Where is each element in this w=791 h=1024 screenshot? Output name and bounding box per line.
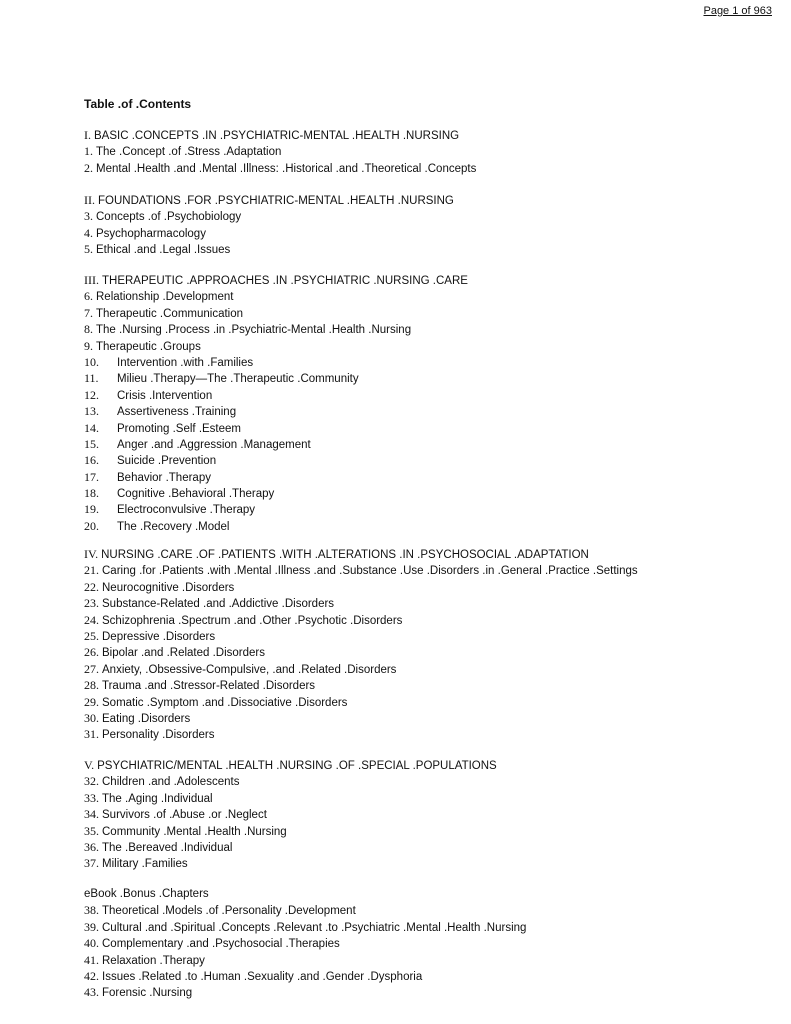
toc-entry[interactable] [84, 902, 526, 918]
chapter-title: Eating .Disorders [102, 712, 191, 725]
chapter-title: Children .and .Adolescents [102, 776, 240, 789]
section-title: NURSING .CARE .OF .PATIENTS .WITH .ALTERATIONS .IN .PSYCHOSOCIAL .ADAPTATION [101, 549, 589, 561]
toc-entry[interactable] [84, 143, 476, 159]
toc-entry[interactable] [84, 160, 476, 176]
section-heading[interactable] [84, 192, 454, 208]
chapter-number: 17. [84, 469, 99, 484]
chapter-title: Community .Mental .Health .Nursing [102, 825, 287, 838]
toc-section [84, 757, 497, 872]
chapter-number: 42. [84, 968, 102, 983]
toc-entry[interactable] [84, 694, 638, 710]
chapter-number: 41. [84, 952, 102, 967]
chapter-number: 13. [84, 404, 99, 419]
chapter-title: Schizophrenia .Spectrum .and .Other .Psychotic .Disorders [102, 614, 403, 627]
section-heading[interactable] [84, 272, 468, 288]
chapter-title: Promoting .Self .Esteem [117, 422, 241, 435]
toc-entry[interactable] [84, 501, 468, 517]
toc-entry[interactable] [84, 305, 468, 321]
toc-entry[interactable] [84, 806, 497, 822]
chapter-number: 24. [84, 612, 102, 627]
chapter-number: 8. [84, 322, 96, 337]
toc-entry[interactable] [84, 612, 638, 628]
toc-entry[interactable] [84, 661, 638, 677]
chapter-title: Electroconvulsive .Therapy [117, 504, 256, 517]
toc-entry[interactable] [84, 321, 468, 337]
chapter-number: 12. [84, 387, 99, 402]
section-heading[interactable] [84, 127, 476, 143]
chapter-number: 32. [84, 774, 102, 789]
chapter-title: Therapeutic .Groups [96, 340, 201, 353]
chapter-title: Depressive .Disorders [102, 630, 216, 643]
chapter-title: Psychopharmacology [96, 227, 206, 240]
toc-entry[interactable] [84, 452, 468, 468]
toc-entry[interactable] [84, 436, 468, 452]
chapter-title: The .Concept .of .Stress .Adaptation [96, 146, 282, 159]
toc-entry[interactable] [84, 790, 497, 806]
chapter-title: The .Recovery .Model [117, 520, 230, 533]
section-title: THERAPEUTIC .APPROACHES .IN .PSYCHIATRIC .NURSING .CARE [102, 275, 468, 287]
chapter-number: 11. [84, 371, 99, 386]
chapter-title: Assertiveness .Training [117, 406, 237, 419]
toc-entry[interactable] [84, 518, 468, 534]
toc-entry[interactable] [84, 595, 638, 611]
chapter-number: 18. [84, 486, 99, 501]
toc-section [84, 192, 454, 258]
section-numeral: III. [84, 273, 102, 287]
chapter-number: 40. [84, 936, 102, 951]
chapter-number: 2. [84, 160, 96, 175]
chapter-title: Crisis .Intervention [117, 389, 213, 402]
toc-entry[interactable] [84, 839, 497, 855]
chapter-title: Complementary .and .Psychosocial .Therapies [102, 938, 340, 951]
section-numeral: I. [84, 128, 94, 142]
chapter-number: 14. [84, 420, 99, 435]
chapter-number: 28. [84, 678, 102, 693]
chapter-number: 20. [84, 518, 99, 533]
chapter-title: Suicide .Prevention [117, 455, 217, 468]
toc-entry[interactable] [84, 773, 497, 789]
toc-entry[interactable] [84, 823, 497, 839]
chapter-number: 9. [84, 338, 96, 353]
chapter-number: 19. [84, 502, 99, 517]
chapter-number: 39. [84, 919, 102, 934]
toc-entry[interactable] [84, 469, 468, 485]
chapter-number: 34. [84, 807, 102, 822]
toc-entry[interactable] [84, 644, 638, 660]
toc-entry[interactable] [84, 579, 638, 595]
chapter-title: Caring .for .Patients .with .Mental .Illness .and .Substance .Use .Disorders .in .General .Practice .Settings [102, 565, 638, 578]
chapter-title: Cultural .and .Spiritual .Concepts .Relevant .to .Psychiatric .Mental .Health .Nursing [102, 921, 527, 934]
chapter-title: The .Aging .Individual [102, 792, 213, 805]
chapter-number: 27. [84, 661, 102, 676]
toc-entry[interactable] [84, 935, 526, 951]
toc-entry[interactable] [84, 855, 497, 871]
section-title: BASIC .CONCEPTS .IN .PSYCHIATRIC-MENTAL .HEALTH .NURSING [94, 130, 460, 142]
chapter-title: Behavior .Therapy [117, 471, 211, 484]
chapter-title: Ethical .and .Legal .Issues [96, 244, 231, 257]
chapter-title: Cognitive .Behavioral .Therapy [117, 488, 275, 501]
chapter-number: 10. [84, 354, 99, 369]
toc-entry[interactable] [84, 628, 638, 644]
toc-section [84, 127, 476, 176]
chapter-title: Personality .Disorders [102, 729, 215, 742]
toc-entry[interactable] [84, 403, 468, 419]
chapter-number: 36. [84, 839, 102, 854]
section-heading[interactable] [84, 757, 497, 773]
chapter-title: Anger .and .Aggression .Management [117, 438, 311, 451]
chapter-title: Theoretical .Models .of .Personality .Development [102, 905, 356, 918]
chapter-title: Military .Families [102, 858, 188, 871]
chapter-title: Anxiety, .Obsessive-Compulsive, .and .Related .Disorders [102, 663, 397, 676]
section-title: FOUNDATIONS .FOR .PSYCHIATRIC-MENTAL .HEALTH .NURSING [98, 195, 454, 207]
toc-title: Table .of .Contents [84, 97, 192, 111]
toc-entry[interactable] [84, 485, 468, 501]
toc-entry[interactable] [84, 726, 638, 742]
chapter-title: Trauma .and .Stressor-Related .Disorders [102, 680, 316, 693]
chapter-number: 23. [84, 596, 102, 611]
toc-entry[interactable] [84, 288, 468, 304]
toc-section [84, 546, 638, 743]
toc-entry[interactable] [84, 241, 454, 257]
chapter-number: 7. [84, 305, 96, 320]
toc-entry[interactable] [84, 952, 526, 968]
chapter-number: 16. [84, 453, 99, 468]
toc-entry[interactable] [84, 354, 468, 370]
chapter-number: 38. [84, 903, 102, 918]
chapter-title: Bipolar .and .Related .Disorders [102, 647, 265, 660]
chapter-title: Relaxation .Therapy [102, 954, 205, 967]
toc-entry[interactable] [84, 225, 454, 241]
chapter-number: 26. [84, 645, 102, 660]
chapter-number: 15. [84, 436, 99, 451]
chapter-number: 1. [84, 144, 96, 159]
chapter-number: 5. [84, 242, 96, 257]
chapter-number: 29. [84, 694, 102, 709]
chapter-title: The .Nursing .Process .in .Psychiatric-Mental .Health .Nursing [96, 324, 412, 337]
chapter-number: 33. [84, 790, 102, 805]
toc-section [84, 886, 526, 1001]
chapter-title: Forensic .Nursing [102, 987, 193, 1000]
section-heading[interactable] [84, 546, 638, 562]
toc-entry[interactable] [84, 387, 468, 403]
section-numeral: V. [84, 758, 98, 772]
chapter-title: Substance-Related .and .Addictive .Disorders [102, 598, 335, 611]
chapter-title: Relationship .Development [96, 291, 234, 304]
chapter-number: 25. [84, 628, 102, 643]
chapter-number: 4. [84, 225, 96, 240]
toc-entry[interactable] [84, 968, 526, 984]
chapter-title: Mental .Health .and .Mental .Illness: .Historical .and .Theoretical .Concepts [96, 162, 477, 175]
chapter-number: 31. [84, 727, 102, 742]
chapter-number: 30. [84, 710, 102, 725]
toc-entry[interactable] [84, 710, 638, 726]
chapter-number: 35. [84, 823, 102, 838]
toc-entry[interactable] [84, 370, 468, 386]
chapter-title: Therapeutic .Communication [96, 307, 244, 320]
toc-entry[interactable] [84, 338, 468, 354]
toc-entry[interactable] [84, 919, 526, 935]
chapter-number: 6. [84, 289, 96, 304]
chapter-title: Issues .Related .to .Human .Sexuality .and .Gender .Dysphoria [102, 970, 423, 983]
toc-entry[interactable] [84, 208, 454, 224]
chapter-title: Neurocognitive .Disorders [102, 581, 235, 594]
chapter-number: 37. [84, 856, 102, 871]
chapter-title: Intervention .with .Families [117, 356, 254, 369]
toc-entry[interactable] [84, 420, 468, 436]
section-numeral: II. [84, 193, 98, 207]
chapter-title: Milieu .Therapy—The .Therapeutic .Community [117, 373, 359, 386]
chapter-number: 22. [84, 579, 102, 594]
chapter-title: Survivors .of .Abuse .or .Neglect [102, 809, 267, 822]
toc-entry[interactable] [84, 677, 638, 693]
page-number: Page 1 of 963 [703, 5, 772, 17]
chapter-title: Concepts .of .Psychobiology [96, 211, 242, 224]
chapter-number: 43. [84, 985, 102, 1000]
chapter-title: Somatic .Symptom .and .Dissociative .Disorders [102, 696, 348, 709]
chapter-number: 21. [84, 563, 102, 578]
toc-section [84, 272, 468, 534]
chapter-title: The .Bereaved .Individual [102, 841, 233, 854]
section-heading[interactable]: eBook .Bonus .Chapters [84, 888, 209, 900]
section-numeral: IV. [84, 547, 102, 561]
toc-entry[interactable] [84, 984, 526, 1000]
chapter-number: 3. [84, 209, 96, 224]
toc-entry[interactable] [84, 562, 638, 578]
section-title: PSYCHIATRIC/MENTAL .HEALTH .NURSING .OF .SPECIAL .POPULATIONS [97, 760, 497, 772]
